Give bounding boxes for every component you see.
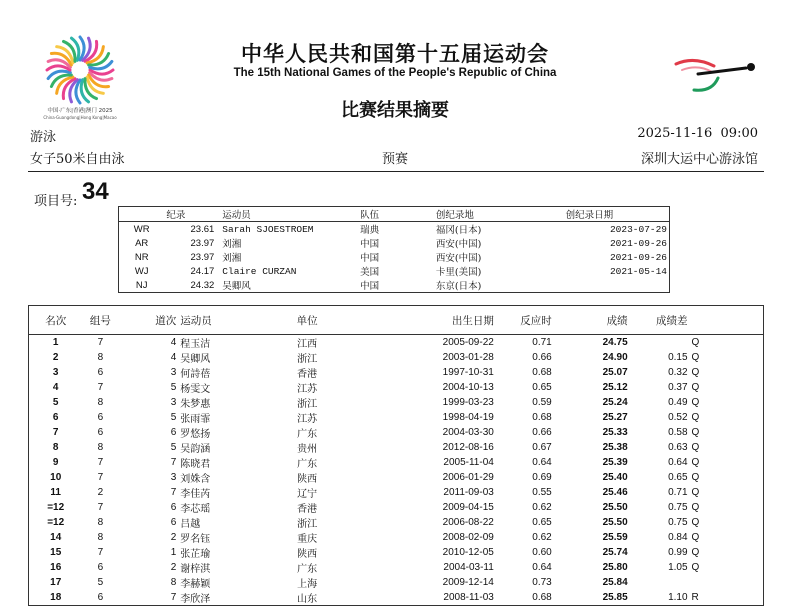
result-heat: 5 bbox=[97, 577, 104, 588]
result-reaction: 0.62 bbox=[532, 502, 552, 513]
result-athlete: 李欣泽 bbox=[180, 594, 211, 605]
result-unit: 辽宁 bbox=[297, 489, 318, 500]
result-lane: 5 bbox=[170, 382, 177, 393]
result-athlete: 何詩蓓 bbox=[180, 369, 211, 380]
result-diff: 0.58 bbox=[668, 427, 688, 438]
result-row bbox=[29, 560, 764, 575]
result-dob: 2004-03-11 bbox=[443, 562, 494, 573]
result-time: 25.59 bbox=[602, 532, 628, 543]
result-rank: 16 bbox=[50, 562, 62, 573]
result-diff: 1.10 bbox=[668, 592, 688, 603]
result-time: 24.75 bbox=[602, 337, 628, 348]
result-dob: 2006-08-22 bbox=[442, 517, 494, 528]
event-number-label: 项目号: bbox=[34, 194, 78, 209]
record-time: 23.61 bbox=[190, 223, 215, 235]
result-diff: 0.63 bbox=[668, 442, 688, 453]
result-dob: 2011-09-03 bbox=[443, 487, 494, 498]
result-unit: 山东 bbox=[297, 594, 318, 605]
result-heat: 6 bbox=[97, 367, 104, 378]
result-unit: 广东 bbox=[297, 429, 318, 440]
result-dob: 1998-04-19 bbox=[442, 412, 494, 423]
record-athlete: Sarah SJOESTROEM bbox=[222, 223, 314, 235]
record-team: 中国 bbox=[360, 253, 380, 264]
record-time: 24.17 bbox=[190, 265, 215, 277]
result-time: 25.12 bbox=[602, 382, 628, 393]
record-athlete: 刘湘 bbox=[222, 239, 242, 250]
result-unit: 浙江 bbox=[297, 354, 318, 365]
result-time: 25.50 bbox=[602, 517, 628, 528]
result-heat: 6 bbox=[97, 412, 104, 423]
record-place: 东京(日本) bbox=[435, 281, 482, 292]
result-diff bbox=[628, 335, 688, 351]
records-table bbox=[118, 206, 670, 293]
result-unit: 贵州 bbox=[297, 444, 318, 455]
sport-name: 游泳 bbox=[30, 130, 57, 145]
header-divider bbox=[28, 171, 764, 172]
record-date: 2021-05-14 bbox=[609, 265, 667, 277]
result-row bbox=[29, 380, 764, 395]
record-type: NR bbox=[134, 251, 149, 263]
result-qualification: Q bbox=[691, 517, 700, 528]
result-time: 25.39 bbox=[602, 457, 628, 468]
result-time: 25.74 bbox=[602, 547, 628, 558]
record-athlete: Claire CURZAN bbox=[222, 265, 297, 277]
result-lane: 3 bbox=[170, 367, 177, 378]
result-rank: 8 bbox=[52, 442, 59, 453]
result-rank: 1 bbox=[52, 337, 59, 348]
result-dob: 2008-02-09 bbox=[442, 532, 494, 543]
record-place: 卡里(美国) bbox=[435, 267, 482, 278]
result-lane: 3 bbox=[170, 472, 177, 483]
result-unit: 重庆 bbox=[297, 534, 318, 545]
result-athlete: 张芷瑜 bbox=[180, 549, 211, 560]
result-rank: 10 bbox=[50, 472, 62, 483]
result-dob: 1997-10-31 bbox=[442, 367, 494, 378]
result-athlete: 李赫颖 bbox=[180, 579, 211, 590]
logo-text: 中国·广东|香港|澳门 2025 bbox=[47, 108, 113, 114]
result-row bbox=[29, 500, 764, 515]
result-rank: 11 bbox=[50, 487, 61, 498]
records-header-record: 纪录 bbox=[164, 207, 220, 222]
result-dob: 2005-09-22 bbox=[442, 337, 494, 348]
result-qualification: Q bbox=[691, 412, 700, 423]
result-rank: =12 bbox=[47, 517, 65, 528]
result-qualification: Q bbox=[691, 502, 700, 513]
result-time: 25.07 bbox=[602, 367, 628, 378]
record-athlete: 刘湘 bbox=[222, 253, 242, 264]
result-rank: 18 bbox=[50, 592, 62, 603]
result-dob: 2008-11-03 bbox=[443, 592, 494, 603]
result-qualification: Q bbox=[691, 427, 700, 438]
result-reaction: 0.64 bbox=[532, 562, 552, 573]
result-unit: 广东 bbox=[297, 459, 318, 470]
result-row bbox=[29, 575, 764, 590]
result-reaction: 0.60 bbox=[532, 547, 552, 558]
result-dob: 2005-11-04 bbox=[443, 457, 494, 468]
result-row bbox=[29, 590, 764, 606]
result-time: 25.46 bbox=[602, 487, 628, 498]
result-lane: 6 bbox=[170, 427, 177, 438]
result-athlete: 张雨霏 bbox=[180, 414, 211, 425]
result-reaction: 0.66 bbox=[532, 427, 552, 438]
result-reaction: 0.73 bbox=[532, 577, 552, 588]
result-reaction: 0.66 bbox=[532, 352, 552, 363]
result-athlete: 罗悠扬 bbox=[180, 429, 211, 440]
result-heat: 8 bbox=[97, 532, 104, 543]
result-heat: 2 bbox=[97, 487, 104, 498]
result-dob: 2006-01-29 bbox=[442, 472, 494, 483]
result-dob: 2009-04-15 bbox=[442, 502, 494, 513]
records-header-type bbox=[119, 207, 165, 222]
result-qualification: R bbox=[691, 592, 699, 603]
result-lane: 7 bbox=[170, 457, 177, 468]
result-athlete: 李芯瑶 bbox=[180, 504, 211, 515]
record-place: 西安(中国) bbox=[435, 253, 482, 264]
result-athlete: 陈晓君 bbox=[180, 459, 211, 470]
results-header-dob: 出生日期 bbox=[366, 306, 494, 335]
result-heat: 8 bbox=[97, 442, 104, 453]
result-heat: 7 bbox=[97, 337, 104, 348]
result-rank: 14 bbox=[50, 532, 62, 543]
result-lane: 4 bbox=[170, 337, 177, 348]
result-unit: 江苏 bbox=[297, 414, 318, 425]
records-header-place: 创纪录地 bbox=[434, 207, 564, 222]
result-unit: 陕西 bbox=[297, 474, 318, 485]
record-row bbox=[119, 236, 670, 250]
result-qualification: Q bbox=[691, 457, 700, 468]
results-header-diff: 成绩差 bbox=[628, 306, 688, 335]
result-diff: 0.52 bbox=[668, 412, 688, 423]
result-time: 25.50 bbox=[602, 502, 628, 513]
result-unit: 江苏 bbox=[297, 384, 318, 395]
result-reaction: 0.55 bbox=[532, 487, 552, 498]
result-dob: 1999-03-23 bbox=[442, 397, 494, 408]
results-header-heat: 组号 bbox=[82, 306, 118, 335]
record-team: 美国 bbox=[360, 267, 380, 278]
result-unit: 上海 bbox=[297, 579, 318, 590]
record-row bbox=[119, 278, 670, 293]
result-time: 25.85 bbox=[602, 592, 628, 603]
result-lane: 7 bbox=[170, 592, 177, 603]
result-diff: 0.71 bbox=[668, 487, 688, 498]
result-lane: 5 bbox=[170, 442, 177, 453]
result-reaction: 0.68 bbox=[532, 367, 552, 378]
result-diff: 0.99 bbox=[668, 547, 688, 558]
result-lane: 3 bbox=[170, 397, 177, 408]
result-heat: 6 bbox=[97, 562, 104, 573]
record-type: NJ bbox=[135, 279, 148, 291]
result-dob: 2012-08-16 bbox=[442, 442, 494, 453]
venue-name: 深圳大运中心游泳馆 bbox=[640, 152, 758, 167]
result-dob: 2004-10-13 bbox=[442, 382, 494, 393]
result-lane: 2 bbox=[170, 532, 177, 543]
result-unit: 陕西 bbox=[297, 549, 318, 560]
result-reaction: 0.65 bbox=[532, 382, 552, 393]
result-unit: 广东 bbox=[297, 564, 318, 575]
result-reaction: 0.68 bbox=[532, 412, 552, 423]
result-heat: 8 bbox=[97, 517, 104, 528]
result-rank: =12 bbox=[47, 502, 65, 513]
result-row bbox=[29, 470, 764, 485]
records-header-athlete: 运动员 bbox=[220, 207, 358, 222]
result-lane: 7 bbox=[170, 487, 177, 498]
record-place: 西安(中国) bbox=[435, 239, 482, 250]
logo-subtext: China·Guangdong|Hong Kong|Macao bbox=[43, 115, 117, 120]
result-diff: 1.05 bbox=[668, 562, 688, 573]
record-time: 23.97 bbox=[190, 237, 215, 249]
results-table bbox=[28, 305, 764, 606]
result-qualification: Q bbox=[691, 382, 700, 393]
record-type: AR bbox=[135, 237, 149, 249]
result-rank: 2 bbox=[52, 352, 59, 363]
results-header-qual bbox=[688, 306, 764, 335]
event-datetime: 2025-11-16 09:00 bbox=[637, 126, 758, 141]
result-diff: 0.65 bbox=[668, 472, 688, 483]
result-row bbox=[29, 410, 764, 425]
result-diff: 0.75 bbox=[668, 517, 688, 528]
result-athlete: 朱梦惠 bbox=[180, 399, 211, 410]
result-qualification: Q bbox=[691, 472, 700, 483]
record-team: 中国 bbox=[360, 281, 380, 292]
result-rank: 4 bbox=[52, 382, 59, 393]
result-reaction: 0.65 bbox=[532, 517, 552, 528]
result-row bbox=[29, 530, 764, 545]
record-type: WR bbox=[133, 223, 150, 235]
result-heat: 7 bbox=[97, 547, 104, 558]
result-reaction: 0.69 bbox=[532, 472, 552, 483]
result-qualification bbox=[688, 575, 764, 590]
record-time: 23.97 bbox=[190, 251, 215, 263]
result-dob: 2009-12-14 bbox=[442, 577, 494, 588]
records-header-date: 创纪录日期 bbox=[564, 207, 670, 222]
result-row bbox=[29, 425, 764, 440]
result-row bbox=[29, 335, 764, 351]
result-qualification: Q bbox=[691, 562, 700, 573]
result-reaction: 0.67 bbox=[532, 442, 552, 453]
result-diff: 0.75 bbox=[668, 502, 688, 513]
result-heat: 7 bbox=[97, 472, 104, 483]
result-diff: 0.32 bbox=[668, 367, 688, 378]
result-qualification: Q bbox=[691, 547, 700, 558]
result-athlete: 刘姝含 bbox=[180, 474, 211, 485]
results-header-row bbox=[29, 306, 764, 335]
result-row bbox=[29, 545, 764, 560]
record-row bbox=[119, 264, 670, 278]
record-team: 中国 bbox=[360, 239, 380, 250]
results-header-time: 成绩 bbox=[552, 306, 628, 335]
result-row bbox=[29, 350, 764, 365]
record-row bbox=[119, 250, 670, 264]
records-header-team: 队伍 bbox=[358, 207, 434, 222]
result-athlete: 李佳芮 bbox=[180, 489, 211, 500]
result-row bbox=[29, 395, 764, 410]
result-rank: 5 bbox=[52, 397, 59, 408]
result-diff: 0.37 bbox=[668, 382, 688, 393]
result-time: 25.80 bbox=[602, 562, 628, 573]
result-rank: 9 bbox=[52, 457, 59, 468]
record-date: 2021-09-26 bbox=[609, 237, 667, 249]
round-name: 预赛 bbox=[381, 152, 408, 167]
event-number: 34 bbox=[82, 178, 109, 205]
result-time: 25.40 bbox=[602, 472, 628, 483]
result-dob: 2003-01-28 bbox=[442, 352, 494, 363]
result-unit: 浙江 bbox=[297, 399, 318, 410]
result-heat: 7 bbox=[97, 502, 104, 513]
result-unit: 香港 bbox=[297, 369, 318, 380]
result-reaction: 0.71 bbox=[532, 337, 552, 348]
result-time: 25.33 bbox=[602, 427, 628, 438]
result-time: 24.90 bbox=[602, 352, 628, 363]
record-athlete: 吴卿风 bbox=[222, 281, 251, 292]
result-qualification: Q bbox=[691, 532, 700, 543]
result-diff: 0.15 bbox=[668, 352, 688, 363]
record-place: 福冈(日本) bbox=[435, 225, 482, 236]
result-diff bbox=[628, 575, 688, 590]
result-reaction: 0.59 bbox=[532, 397, 552, 408]
result-heat: 6 bbox=[97, 427, 104, 438]
result-rank: 3 bbox=[52, 367, 59, 378]
result-qualification: Q bbox=[691, 487, 700, 498]
result-diff: 0.49 bbox=[668, 397, 688, 408]
result-lane: 2 bbox=[170, 562, 177, 573]
result-time: 25.38 bbox=[602, 442, 628, 453]
result-dob: 2010-12-05 bbox=[442, 547, 494, 558]
record-date bbox=[564, 278, 670, 293]
result-unit: 浙江 bbox=[297, 519, 318, 530]
games-title-en: The 15th National Games of the People's Republic of China bbox=[233, 67, 557, 79]
report-title: 比赛结果摘要 bbox=[341, 100, 449, 121]
result-athlete: 谢梓淇 bbox=[180, 564, 211, 575]
record-date: 2023-07-29 bbox=[609, 223, 667, 235]
record-row bbox=[119, 222, 670, 237]
result-qualification: Q bbox=[691, 367, 700, 378]
result-rank: 15 bbox=[50, 547, 62, 558]
result-row bbox=[29, 515, 764, 530]
record-team: 瑞典 bbox=[360, 225, 380, 236]
result-lane: 6 bbox=[170, 502, 177, 513]
result-unit: 江西 bbox=[297, 339, 318, 350]
result-dob: 2004-03-30 bbox=[442, 427, 494, 438]
record-date: 2021-09-26 bbox=[609, 251, 667, 263]
result-athlete: 吕越 bbox=[180, 519, 201, 530]
result-qualification: Q bbox=[691, 397, 700, 408]
result-heat: 7 bbox=[97, 457, 104, 468]
results-header-lane: 道次 bbox=[118, 306, 176, 335]
result-reaction: 0.64 bbox=[532, 457, 552, 468]
result-lane: 5 bbox=[170, 412, 177, 423]
event-name: 女子50米自由泳 bbox=[30, 152, 125, 167]
result-diff: 0.64 bbox=[668, 457, 688, 468]
result-unit: 香港 bbox=[297, 504, 318, 515]
result-qualification: Q bbox=[691, 442, 700, 453]
result-qualification: Q bbox=[691, 352, 700, 363]
result-lane: 6 bbox=[170, 517, 177, 528]
result-row bbox=[29, 440, 764, 455]
result-lane: 8 bbox=[170, 577, 177, 588]
results-header-reaction: 反应时 bbox=[494, 306, 552, 335]
result-lane: 1 bbox=[170, 547, 177, 558]
results-header-unit: 单位 bbox=[248, 306, 366, 335]
record-time: 24.32 bbox=[190, 279, 215, 291]
result-athlete: 罗名钰 bbox=[180, 534, 211, 545]
result-row bbox=[29, 365, 764, 380]
games-title-cn: 中华人民共和国第十五届运动会 bbox=[241, 42, 549, 66]
result-rank: 17 bbox=[50, 577, 62, 588]
results-header-rank: 名次 bbox=[29, 306, 83, 335]
result-time: 25.24 bbox=[602, 397, 628, 408]
result-athlete: 杨雯文 bbox=[180, 384, 211, 395]
result-rank: 7 bbox=[52, 427, 59, 438]
result-rank: 6 bbox=[52, 412, 59, 423]
result-row bbox=[29, 485, 764, 500]
records-header-row bbox=[119, 207, 670, 222]
result-reaction: 0.62 bbox=[532, 532, 552, 543]
result-row bbox=[29, 455, 764, 470]
result-athlete: 程玉洁 bbox=[180, 339, 211, 350]
record-type: WJ bbox=[134, 265, 149, 277]
results-header-athlete: 运动员 bbox=[176, 306, 248, 335]
result-qualification: Q bbox=[691, 337, 700, 348]
result-diff: 0.84 bbox=[668, 532, 688, 543]
result-athlete: 吴韵涵 bbox=[180, 444, 211, 455]
result-lane: 4 bbox=[170, 352, 177, 363]
result-heat: 6 bbox=[97, 592, 104, 603]
result-time: 25.84 bbox=[602, 577, 628, 588]
result-time: 25.27 bbox=[602, 412, 628, 423]
result-reaction: 0.68 bbox=[532, 592, 552, 603]
result-heat: 8 bbox=[97, 352, 104, 363]
result-heat: 7 bbox=[97, 382, 104, 393]
result-heat: 8 bbox=[97, 397, 104, 408]
result-athlete: 吴卿风 bbox=[180, 354, 211, 365]
